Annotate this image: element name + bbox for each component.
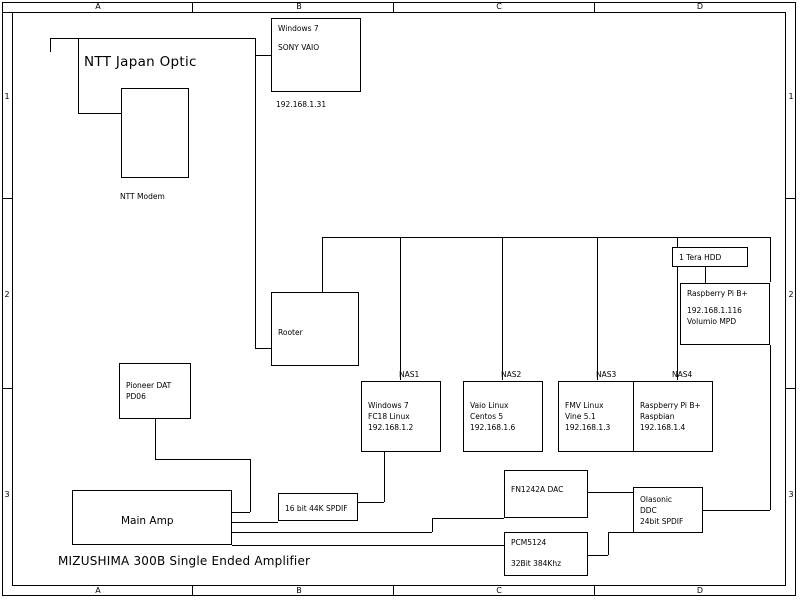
box-sony-vaio[interactable] bbox=[271, 18, 361, 92]
link-bus-to-nas3 bbox=[597, 237, 598, 380]
link-pcm-to-olasonic-horz bbox=[588, 555, 608, 556]
frame-tick bbox=[594, 586, 595, 596]
zone-label-right-2: 2 bbox=[788, 290, 794, 299]
link-trunk-to-rooter bbox=[255, 348, 271, 349]
box-line: FMV Linux bbox=[565, 401, 604, 410]
frame-tick bbox=[393, 586, 394, 596]
box-line: 24bit SPDIF bbox=[640, 516, 684, 526]
link-fn1242a-to-olasonic bbox=[588, 492, 633, 493]
link-bus-to-rpi bbox=[770, 237, 771, 282]
frame-tick bbox=[2, 12, 12, 13]
frame-tick bbox=[192, 586, 193, 596]
box-line: Raspberry Pi B+ bbox=[687, 289, 748, 298]
box-line: FN1242A DAC bbox=[511, 485, 564, 494]
zone-label-bottom-d: D bbox=[696, 586, 704, 595]
link-optic-to-modem bbox=[50, 38, 255, 39]
frame-tick bbox=[192, 2, 193, 12]
box-nas1[interactable] bbox=[361, 381, 441, 452]
link-rpi-to-olasonic-vert bbox=[770, 345, 771, 510]
box-line: 192.168.1.6 bbox=[470, 422, 516, 432]
box-line: 192.168.1.2 bbox=[368, 422, 414, 432]
link-optic-modem-enter bbox=[78, 113, 121, 114]
title-amplifier: MIZUSHIMA 300B Single Ended Amplifier bbox=[58, 554, 311, 568]
label-vaio-ip: 192.168.1.31 bbox=[276, 100, 327, 109]
box-line: Rooter bbox=[278, 328, 303, 337]
box-line: 192.168.1.116 bbox=[687, 305, 742, 315]
link-bus-to-nas2 bbox=[502, 237, 503, 380]
box-line: Main Amp bbox=[121, 515, 174, 527]
frame-tick bbox=[786, 198, 796, 199]
box-nas3[interactable] bbox=[558, 381, 634, 452]
box-spdif-16bit[interactable] bbox=[278, 493, 358, 521]
link-bus-to-nas1 bbox=[400, 237, 401, 380]
link-optic-drop bbox=[50, 38, 51, 52]
box-olasonic-ddc[interactable] bbox=[633, 487, 703, 533]
link-optic-to-modem-vert bbox=[78, 38, 79, 113]
box-rooter[interactable] bbox=[271, 292, 359, 366]
title-isp: NTT Japan Optic bbox=[84, 54, 197, 70]
box-line: PCM5124 bbox=[511, 538, 547, 547]
box-line: 192.168.1.3 bbox=[565, 422, 611, 432]
link-pcm-to-amp bbox=[232, 545, 504, 546]
box-line: Vine 5.1 bbox=[565, 411, 596, 421]
link-trunk-to-vaio bbox=[255, 55, 271, 56]
box-line: Centos 5 bbox=[470, 411, 504, 421]
frame-tick bbox=[594, 2, 595, 12]
link-dac-to-amp-horz bbox=[432, 518, 504, 519]
link-dac-amp-enter bbox=[232, 532, 432, 533]
box-fn1242a-dac[interactable] bbox=[504, 470, 588, 518]
box-line: Volumio MPD bbox=[687, 316, 737, 326]
box-ntt-modem[interactable] bbox=[121, 88, 189, 178]
link-spdif-to-amp bbox=[232, 522, 278, 523]
box-nas2[interactable] bbox=[463, 381, 543, 452]
box-line: Vaio Linux bbox=[470, 401, 509, 410]
zone-label-top-c: C bbox=[496, 2, 502, 11]
link-nas1-to-spdif-vert bbox=[384, 452, 385, 502]
zone-label-top-b: B bbox=[296, 2, 302, 11]
box-1tera-hdd[interactable] bbox=[672, 247, 748, 267]
link-rpi-to-olasonic bbox=[703, 510, 770, 511]
box-main-amp[interactable] bbox=[72, 490, 232, 545]
box-line: 16 bit 44K SPDIF bbox=[285, 504, 348, 513]
frame-tick bbox=[2, 198, 12, 199]
zone-label-right-3: 3 bbox=[788, 490, 794, 499]
box-line: 192.168.1.4 bbox=[640, 422, 686, 432]
box-line: DDC bbox=[640, 505, 657, 515]
box-line: Olasonic bbox=[640, 495, 673, 504]
frame-tick bbox=[393, 2, 394, 12]
box-nas4[interactable] bbox=[633, 381, 713, 452]
box-pioneer-dat[interactable] bbox=[119, 363, 191, 419]
zone-label-top-a: A bbox=[95, 2, 101, 11]
box-line: 32Bit 384Khz bbox=[511, 558, 562, 568]
box-line: Pioneer DAT bbox=[126, 381, 172, 390]
nas-bus bbox=[322, 237, 770, 238]
box-raspberry-pi-volumio[interactable] bbox=[680, 283, 770, 345]
box-line: SONY VAIO bbox=[278, 42, 320, 52]
link-pioneer-right bbox=[155, 459, 250, 460]
box-line: Windows 7 bbox=[368, 401, 409, 410]
label-nas3: NAS3 bbox=[596, 370, 617, 379]
zone-label-left-3: 3 bbox=[4, 490, 10, 499]
box-line: Windows 7 bbox=[278, 24, 319, 33]
link-pcm-to-olasonic-vert bbox=[608, 532, 609, 555]
zone-label-left-1: 1 bbox=[4, 92, 10, 101]
box-line: FC18 Linux bbox=[368, 411, 410, 421]
box-line: PD06 bbox=[126, 391, 146, 401]
box-line: 1 Tera HDD bbox=[679, 253, 722, 262]
link-modem-trunk bbox=[255, 38, 256, 348]
link-pioneer-to-amp bbox=[232, 512, 250, 513]
label-ntt-modem: NTT Modem bbox=[120, 192, 165, 201]
box-pcm5124[interactable] bbox=[504, 532, 588, 576]
box-line: Raspbian bbox=[640, 411, 675, 421]
link-nas1-to-spdif bbox=[358, 502, 384, 503]
frame-tick bbox=[2, 388, 12, 389]
link-olasonic-enter bbox=[608, 532, 633, 533]
zone-label-bottom-a: A bbox=[95, 586, 101, 595]
zone-label-right-1: 1 bbox=[788, 92, 794, 101]
box-line: Raspberry Pi B+ bbox=[640, 401, 701, 410]
label-nas1: NAS1 bbox=[399, 370, 420, 379]
link-dac-to-amp-vert bbox=[432, 518, 433, 532]
link-pioneer-down bbox=[155, 419, 156, 459]
zone-label-left-2: 2 bbox=[4, 290, 10, 299]
label-nas2: NAS2 bbox=[501, 370, 522, 379]
frame-tick bbox=[786, 388, 796, 389]
label-nas4: NAS4 bbox=[672, 370, 693, 379]
zone-label-bottom-b: B bbox=[296, 586, 302, 595]
zone-label-top-d: D bbox=[696, 2, 704, 11]
zone-label-bottom-c: C bbox=[496, 586, 502, 595]
link-pioneer-to-amp-vert bbox=[250, 459, 251, 512]
